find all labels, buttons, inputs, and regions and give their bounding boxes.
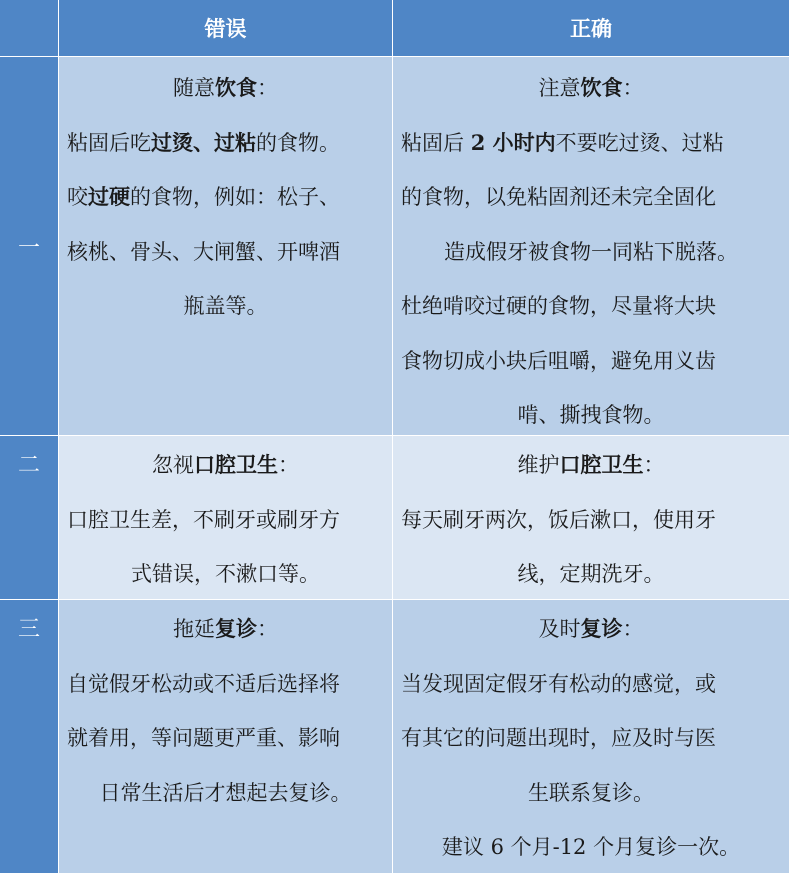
wrong-title [67,59,384,116]
text-line: 的食物，以免粘固剂还未完全固化 [401,185,716,209]
wrong-cell [59,436,393,600]
text-line: 有其它的问题出现时，应及时与医 [401,726,716,750]
text-line: 自觉假牙松动或不适后选择将 [67,671,340,696]
title-text: 随意 [173,76,215,100]
text-line: 式错误，不漱口等。 [131,562,320,586]
line-keyword: 2 小时内 [470,129,556,155]
right-title [401,600,781,657]
text-line [401,116,781,171]
text-line: 生联系复诊。 [528,780,654,805]
text-line: 口腔卫生差，不刷牙或刷牙方 [67,507,340,532]
text-line: 啃、撕拽食物。 [517,403,665,427]
right-cell [393,57,790,436]
text-line: 就着用，等问题更严重、影响 [67,726,340,750]
title-colon: ： [257,76,278,100]
text-line: 日常生活后才想起去复诊。 [99,780,352,805]
text-line: 瓶盖等。 [183,294,268,318]
wrong-cell [59,600,393,874]
text-line: 建议 6 个月-12 个月复诊一次。 [441,835,741,859]
text-line [67,170,384,225]
text-line: 核桃、骨头、大闸蟹、开啤酒 [67,239,340,264]
text-line: 食物切成小块后咀嚼，避免用义齿 [401,348,716,373]
title-text: 及时 [538,617,581,641]
right-title [401,436,781,493]
line-text: 粘固后吃 [67,130,151,155]
text-line: 当发现固定假牙有松动的感觉，或 [401,671,716,696]
line-text: 的食物，例如：松子、 [130,185,340,209]
header-wrong: 错误 [59,0,393,57]
title-keyword: 口腔卫生 [559,452,644,477]
title-colon: ： [643,453,665,477]
row-number: 三 [0,600,59,874]
title-colon: ： [622,617,644,641]
title-text: 注意 [538,76,581,100]
text-line [67,116,384,171]
title-keyword: 口腔卫生 [194,452,278,477]
row-number: 一 [0,57,59,436]
line-keyword: 过烫、过粘 [151,129,256,155]
wrong-cell [59,57,393,436]
row-number: 二 [0,436,59,600]
line-text: 咬 [67,185,88,209]
right-cell [393,600,790,874]
line-keyword: 过硬 [88,184,130,209]
header-right: 正确 [393,0,790,57]
wrong-title [67,600,384,657]
line-text: 粘固后 [401,130,471,155]
text-line: 每天刷牙两次，饭后漱口，使用牙 [401,507,716,532]
line-text: 不要吃过烫、过粘 [555,130,724,155]
title-colon: ： [257,617,278,641]
wrong-title [67,436,384,493]
text-line: 杜绝啃咬过硬的食物，尽量将大块 [401,294,716,318]
title-keyword: 复诊 [215,616,257,641]
title-keyword: 复诊 [580,616,623,641]
line-text: 的食物。 [256,130,340,155]
title-colon: ： [278,453,299,477]
right-title [401,59,781,116]
title-text: 拖延 [173,617,215,641]
right-cell [393,436,790,600]
title-text: 维护 [517,453,560,477]
title-keyword: 饮食 [215,75,257,100]
title-colon: ： [622,76,644,100]
title-keyword: 饮食 [580,75,623,100]
text-line: 造成假牙被食物一同粘下脱落。 [444,239,738,264]
text-line: 线，定期洗牙。 [517,562,665,586]
title-text: 忽视 [152,453,194,477]
header-corner-cell [0,0,59,57]
